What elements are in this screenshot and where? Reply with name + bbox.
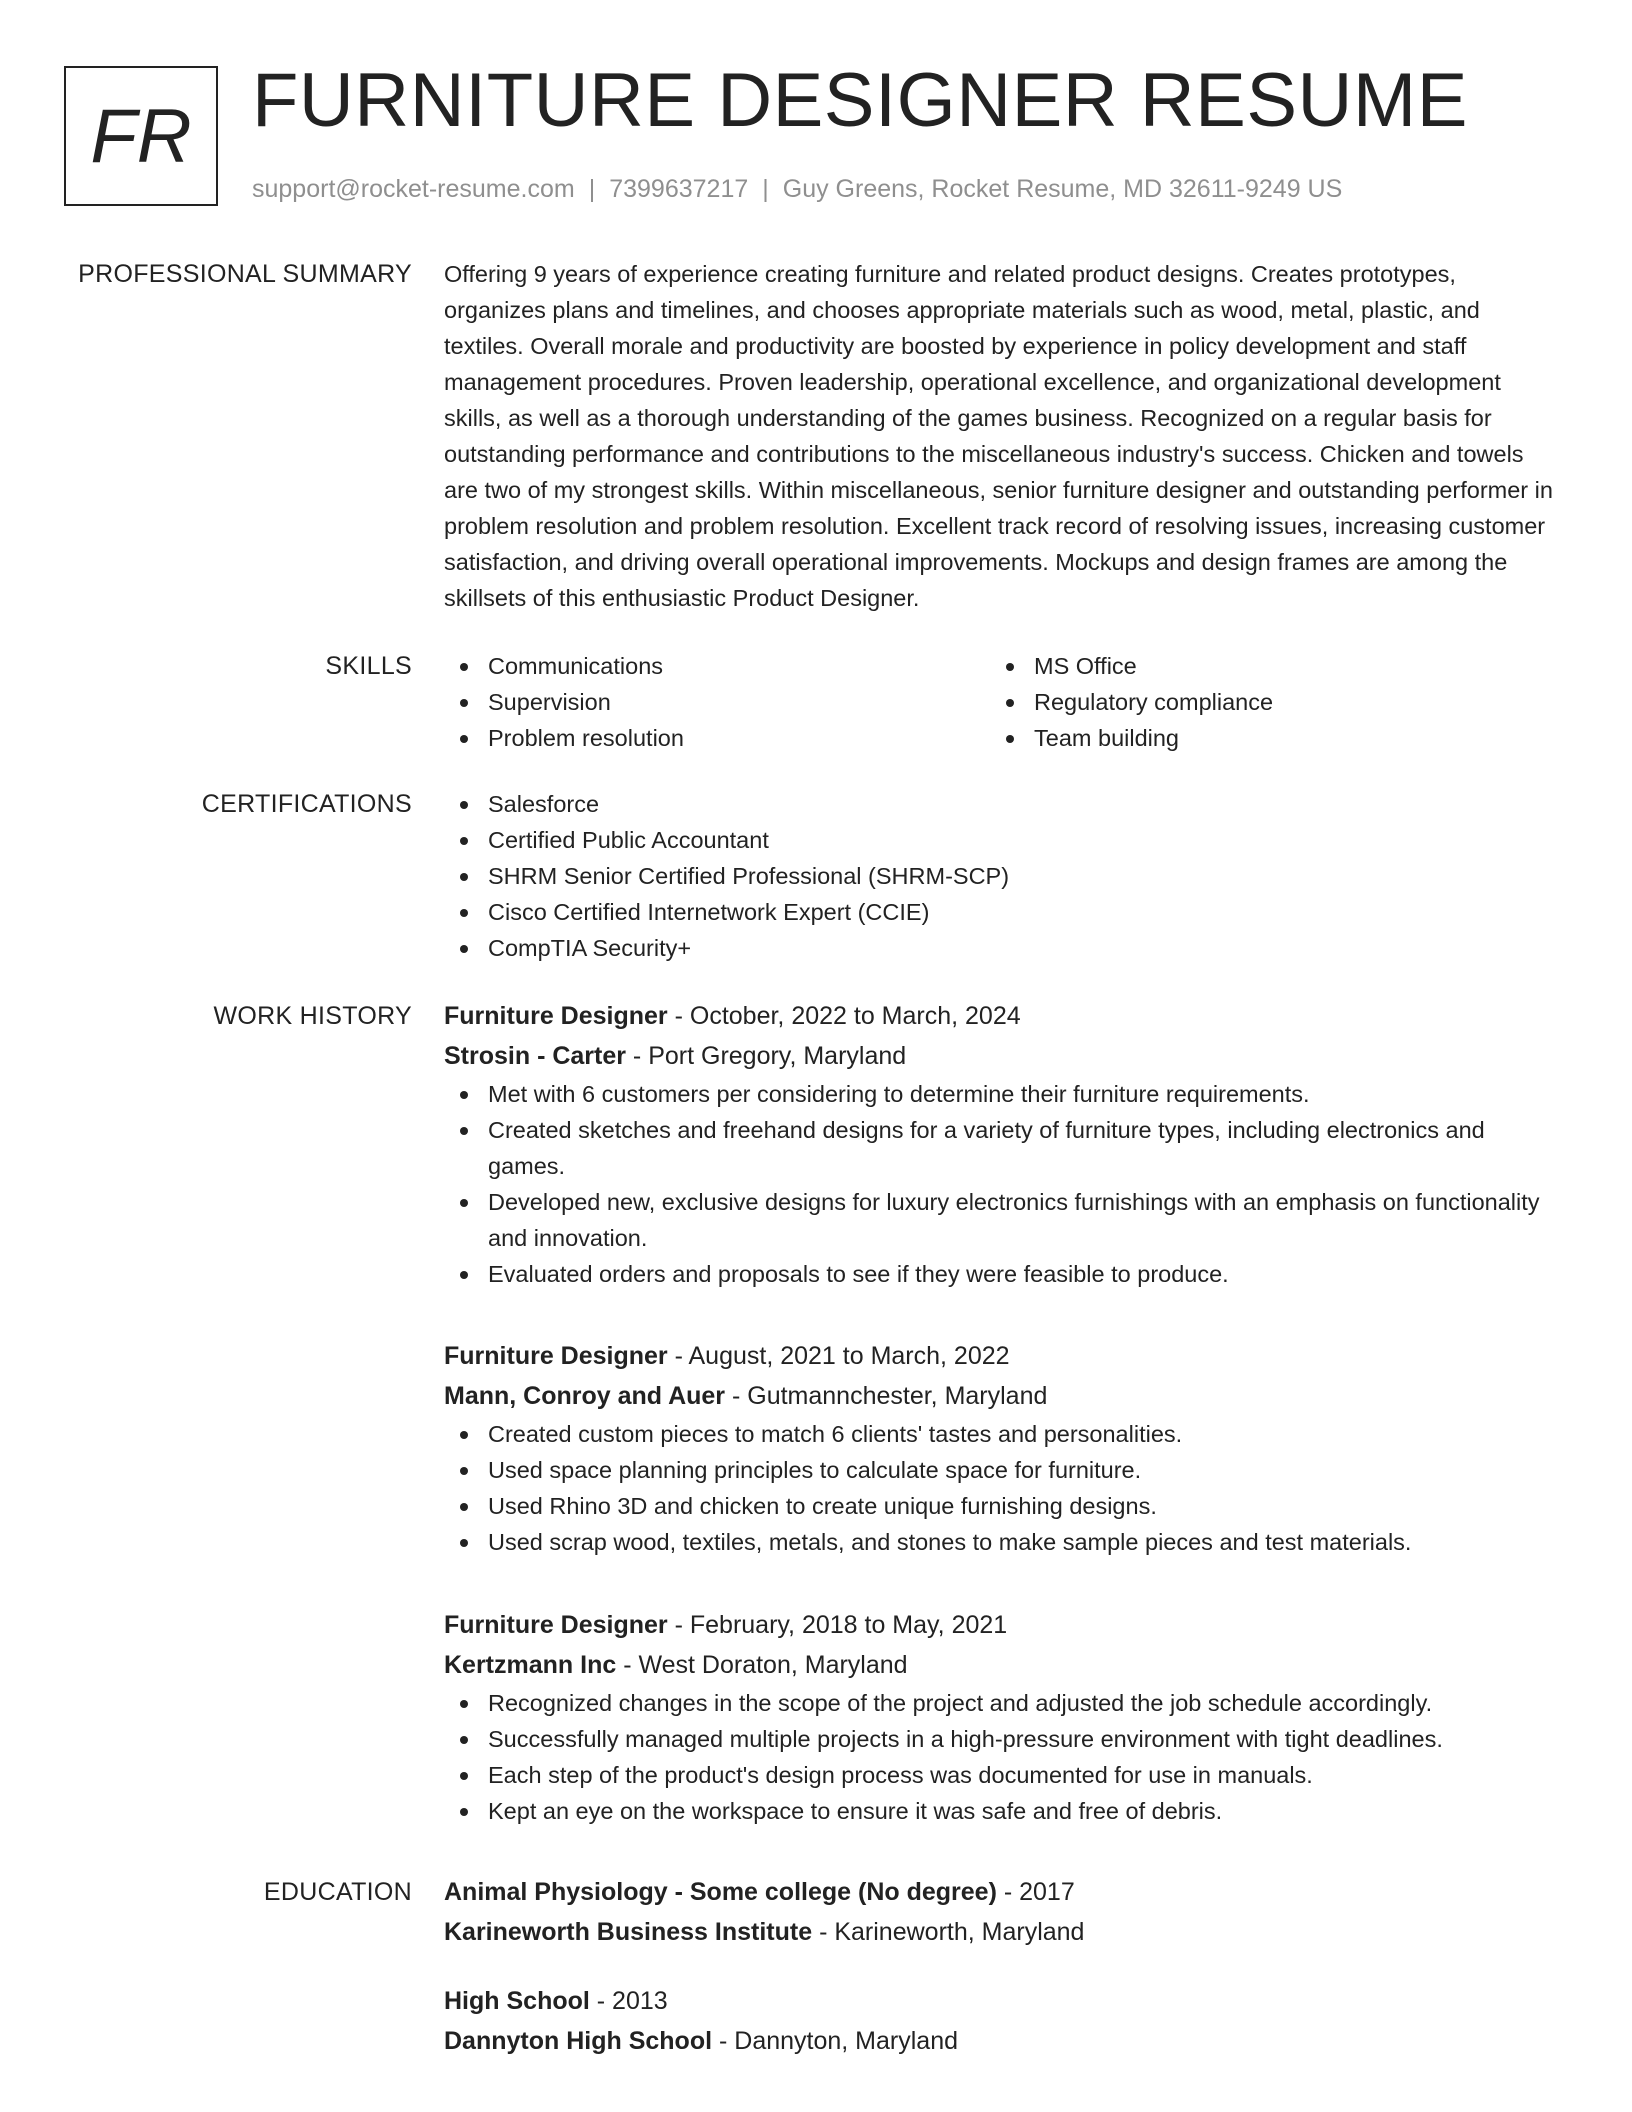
skill-item: Communications xyxy=(444,648,990,684)
job-bullet: Developed new, exclusive designs for luxury electronics furnishings with an emphasis on functionality and innovation. xyxy=(444,1184,1564,1256)
contact-phone[interactable]: 7399637217 xyxy=(609,175,749,203)
job-location: West Doraton, Maryland xyxy=(638,1651,908,1679)
education-year: 2013 xyxy=(612,1987,668,2015)
job-bullets xyxy=(444,1076,1564,1292)
dash: - xyxy=(725,1382,748,1410)
skill-item: MS Office xyxy=(990,648,1536,684)
job-dates: February, 2018 to May, 2021 xyxy=(689,1611,1008,1639)
job-entry xyxy=(444,996,1564,1292)
job-company: Kertzmann Inc xyxy=(444,1651,617,1679)
job-bullet: Used scrap wood, textiles, metals, and stones to make sample pieces and test materials. xyxy=(444,1524,1564,1560)
job-dates: August, 2021 to March, 2022 xyxy=(688,1342,1010,1370)
certification-item: CompTIA Security+ xyxy=(444,930,1564,966)
education-school-line xyxy=(444,1912,1564,1952)
job-title: Furniture Designer xyxy=(444,1002,668,1030)
job-bullets xyxy=(444,1416,1564,1560)
job-bullet: Successfully managed multiple projects in a high-pressure environment with tight deadlines. xyxy=(444,1721,1564,1757)
job-company-line xyxy=(444,1645,1564,1685)
job-location: Port Gregory, Maryland xyxy=(648,1042,907,1070)
certifications-list xyxy=(444,786,1564,966)
certification-item: Certified Public Accountant xyxy=(444,822,1564,858)
education-location: Dannyton, Maryland xyxy=(734,2027,958,2055)
job-bullet: Evaluated orders and proposals to see if they were feasible to produce. xyxy=(444,1256,1564,1292)
skill-item: Supervision xyxy=(444,684,990,720)
certifications-content xyxy=(444,786,1564,966)
education-location: Karineworth, Maryland xyxy=(834,1918,1085,1946)
dash: - xyxy=(667,1002,690,1030)
job-title-line xyxy=(444,996,1564,1036)
dash: - xyxy=(589,1987,613,2015)
job-title-line xyxy=(444,1336,1564,1376)
job-bullet: Used Rhino 3D and chicken to create unique furnishing designs. xyxy=(444,1488,1564,1524)
education-school: Karineworth Business Institute xyxy=(444,1918,813,1946)
education-year: 2017 xyxy=(1019,1878,1075,1906)
job-company: Mann, Conroy and Auer xyxy=(444,1382,726,1410)
job-title: Furniture Designer xyxy=(444,1611,668,1639)
dash: - xyxy=(996,1878,1020,1906)
job-bullet: Each step of the product's design process was documented for use in manuals. xyxy=(444,1757,1564,1793)
job-location: Gutmannchester, Maryland xyxy=(747,1382,1048,1410)
monogram-text: FR xyxy=(90,93,192,179)
job-bullet: Kept an eye on the workspace to ensure it was safe and free of debris. xyxy=(444,1793,1564,1829)
job-title: Furniture Designer xyxy=(444,1342,668,1370)
contact-address: Guy Greens, Rocket Resume, MD 32611-9249 US xyxy=(782,175,1343,203)
section-label-education: EDUCATION xyxy=(263,1878,412,1906)
job-company-line xyxy=(444,1036,1564,1076)
job-entry xyxy=(444,1336,1564,1560)
job-bullet: Used space planning principles to calculate space for furniture. xyxy=(444,1452,1564,1488)
education-school: Dannyton High School xyxy=(444,2027,713,2055)
certification-item: Cisco Certified Internetwork Expert (CCIE) xyxy=(444,894,1564,930)
skills-columns xyxy=(444,648,1564,756)
job-bullet: Met with 6 customers per considering to determine their furniture requirements. xyxy=(444,1076,1564,1112)
job-entry xyxy=(444,1605,1564,1829)
summary-text: Offering 9 years of experience creating furniture and related product designs. Creates prototypes, organizes plans and timelines, and chooses appropriate materials such as wood, metal, plastic, and textiles. Overall morale and productivity are boosted by experience in policy development and staff management procedures. Proven leadership, operational excellence, and organizational development skills, as well as a thorough understanding of the games business. Recognized on a regular basis for outstanding performance and contributions to the miscellaneous industry's success. Chicken and towels are two of my strongest skills. Within miscellaneous, senior furniture designer and outstanding performer in problem resolution and problem resolution. Excellent track record of resolving issues, increasing customer satisfaction, and driving overall operational improvements. Mockups and design frames are among the skillsets of this enthusiastic Product Designer. xyxy=(444,261,1553,611)
dash: - xyxy=(812,1918,835,1946)
dash: - xyxy=(667,1342,689,1370)
education-degree-line xyxy=(444,1981,1564,2021)
job-bullet: Created custom pieces to match 6 clients' tastes and personalities. xyxy=(444,1416,1564,1452)
contact-separator: | xyxy=(588,175,596,203)
skill-item: Regulatory compliance xyxy=(990,684,1536,720)
contact-separator: | xyxy=(762,175,769,203)
skill-item: Problem resolution xyxy=(444,720,990,756)
dash: - xyxy=(625,1042,649,1070)
certification-item: Salesforce xyxy=(444,786,1564,822)
dash: - xyxy=(667,1611,690,1639)
section-label-work-history: WORK HISTORY xyxy=(213,1002,412,1030)
education-degree: High School xyxy=(444,1987,590,2015)
job-company-line xyxy=(444,1376,1564,1416)
education-degree: Animal Physiology - Some college (No degree) xyxy=(444,1878,997,1906)
job-bullet: Recognized changes in the scope of the project and adjusted the job schedule accordingly. xyxy=(444,1685,1564,1721)
section-label-certifications: CERTIFICATIONS xyxy=(201,790,412,818)
resume-title: FURNITURE DESIGNER RESUME xyxy=(252,58,1468,143)
certification-item: SHRM Senior Certified Professional (SHRM-SCP) xyxy=(444,858,1564,894)
section-label-summary: PROFESSIONAL SUMMARY xyxy=(78,260,412,288)
contact-line xyxy=(252,174,1342,204)
dash: - xyxy=(712,2027,735,2055)
education-entry xyxy=(444,1981,1564,2061)
education-degree-line xyxy=(444,1872,1564,1912)
job-company: Strosin - Carter xyxy=(444,1042,626,1070)
job-dates: October, 2022 to March, 2024 xyxy=(689,1002,1021,1030)
education-entry xyxy=(444,1872,1564,1952)
contact-email[interactable]: support@rocket-resume.com xyxy=(252,175,575,203)
job-bullet: Created sketches and freehand designs for a variety of furniture types, including electronics and games. xyxy=(444,1112,1564,1184)
monogram-badge xyxy=(64,66,218,206)
skills-list-left xyxy=(444,648,990,756)
dash: - xyxy=(616,1651,639,1679)
skill-item: Team building xyxy=(990,720,1536,756)
skills-list-right xyxy=(990,648,1536,756)
job-bullets xyxy=(444,1685,1564,1829)
education-school-line xyxy=(444,2021,1564,2061)
section-label-skills: SKILLS xyxy=(325,652,412,680)
job-title-line xyxy=(444,1605,1564,1645)
